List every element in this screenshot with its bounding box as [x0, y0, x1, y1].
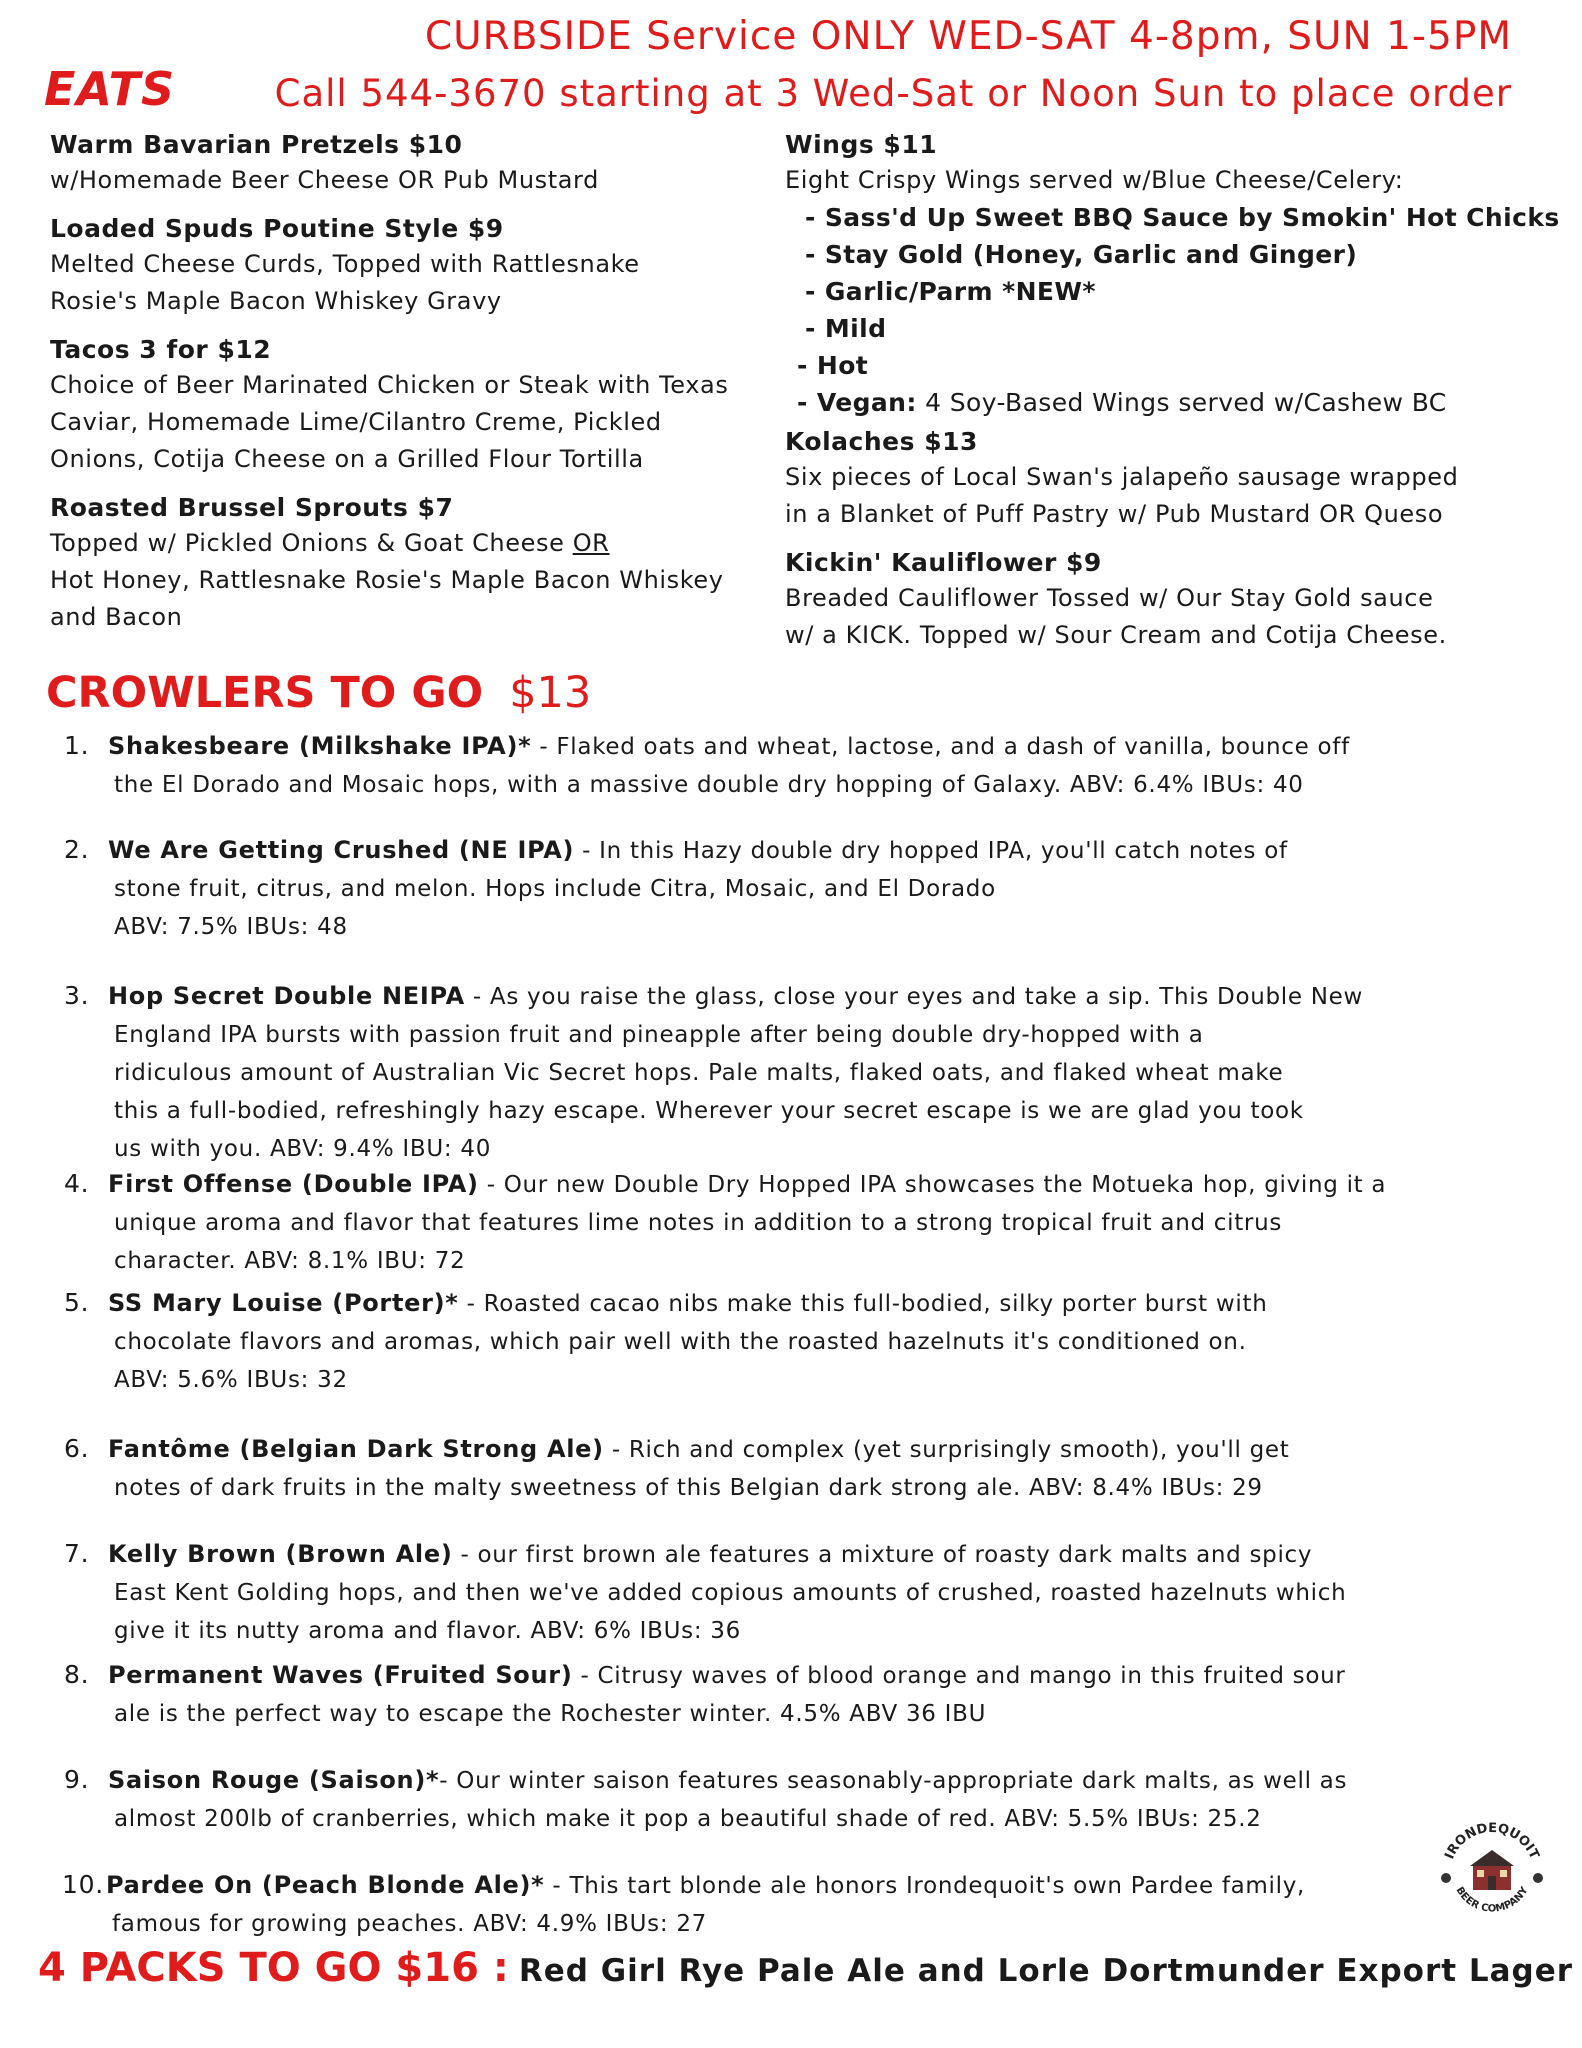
service-hours: CURBSIDE Service ONLY WED-SAT 4-8pm, SUN 1-5PM [424, 14, 1512, 59]
beer-desc: - Flaked oats and wheat, lactose, and a dash of vanilla, bounce off [531, 734, 1350, 760]
wing-sauce-option: - Hot [797, 351, 869, 380]
beer-desc-cont: notes of dark fruits in the malty sweetness of this Belgian dark strong ale. ABV: 8.4% IBUs: 29 [114, 1475, 1263, 1501]
beer-desc-cont: ale is the perfect way to escape the Rochester winter. 4.5% ABV 36 IBU [114, 1701, 987, 1727]
beer-number: 2. [64, 835, 90, 864]
beer-name: Permanent Waves (Fruited Sour) [108, 1661, 573, 1689]
beer-desc-cont: East Kent Golding hops, and then we've added copious amounts of crushed, roasted hazelnuts which give it its nutty aroma and flavor. ABV: 6% IBUs: 36 [114, 1580, 1347, 1644]
menu-item [785, 546, 1545, 654]
beer-item [64, 1535, 1524, 1650]
beer-item [64, 1165, 1524, 1280]
beer-desc-cont: stone fruit, citrus, and melon. Hops include Citra, Mosaic, and El Dorado ABV: 7.5% IBUs: 48 [114, 876, 996, 940]
crowlers-heading [46, 668, 591, 718]
logo-top-text: IRONDEQUOIT [1442, 1820, 1542, 1862]
beer-name: Hop Secret Double NEIPA [108, 982, 465, 1010]
eats-left-column [50, 128, 790, 649]
beer-number: 9. [64, 1765, 90, 1794]
beer-item [64, 727, 1524, 804]
wing-sauce-option: - Stay Gold (Honey, Garlic and Ginger) [805, 240, 1358, 269]
beer-desc: - Citrusy waves of blood orange and mango in this fruited sour [572, 1663, 1346, 1689]
beer-name: First Offense (Double IPA) [108, 1170, 479, 1198]
menu-item-title: Kolaches $13 [785, 427, 978, 456]
vegan-desc: 4 Soy-Based Wings served w/Cashew BC [916, 388, 1447, 417]
beer-item [64, 831, 1524, 946]
beer-desc: - our first brown ale features a mixture of roasty dark malts and spicy [452, 1542, 1313, 1568]
brewery-logo [1432, 1808, 1552, 1928]
four-packs-heading: 4 PACKS TO GO $16 : [38, 1945, 509, 1991]
wing-sauce-option: - Sass'd Up Sweet BBQ Sauce by Smokin' Hot Chicks [805, 203, 1560, 232]
beer-desc: - This tart blonde ale honors Irondequoit's own Pardee family, [544, 1873, 1306, 1899]
beer-number: 1. [64, 731, 90, 760]
beer-item [64, 1761, 1524, 1838]
beer-desc: - Our new Double Dry Hopped IPA showcases the Motueka hop, giving it a [478, 1172, 1387, 1198]
menu-item-title: Tacos 3 for $12 [50, 335, 272, 364]
beer-name: Pardee On (Peach Blonde Ale)* [106, 1871, 545, 1899]
beer-name: SS Mary Louise (Porter)* [108, 1289, 459, 1317]
beer-item [64, 1656, 1524, 1733]
desc-part: Hot Honey, Rattlesnake Rosie's Maple Bacon Whiskey and Bacon [50, 566, 724, 631]
beer-number: 5. [64, 1288, 90, 1317]
hop-icon [1441, 1873, 1451, 1883]
four-packs-list: Red Girl Rye Pale Ale and Lorle Dortmunder Export Lager [518, 1953, 1574, 1989]
hop-icon [1533, 1873, 1543, 1883]
beer-desc: - Our winter saison features seasonably-appropriate dark malts, as well as [439, 1768, 1348, 1794]
menu-item-desc: Breaded Cauliflower Tossed w/ Our Stay Gold sauce w/ a KICK. Topped w/ Sour Cream and Cotija Cheese. [785, 584, 1447, 649]
beer-desc: - Rich and complex (yet surprisingly smooth), you'll get [603, 1437, 1290, 1463]
menu-item [50, 128, 790, 199]
menu-item-title: Kickin' Kauliflower $9 [785, 548, 1102, 577]
beer-name: Saison Rouge (Saison)* [108, 1766, 440, 1794]
order-phone-note: Call 544-3670 starting at 3 Wed-Sat or Noon Sun to place order [274, 72, 1512, 115]
beer-name: We Are Getting Crushed (NE IPA) [108, 836, 575, 864]
beer-item [62, 1866, 1522, 1943]
menu-item-desc: Melted Cheese Curds, Topped with Rattlesnake Rosie's Maple Bacon Whiskey Gravy [50, 250, 640, 315]
beer-desc: - As you raise the glass, close your eyes and take a sip. This Double New [464, 984, 1364, 1010]
beer-number: 8. [64, 1660, 90, 1689]
beer-desc-cont: almost 200lb of cranberries, which make it pop a beautiful shade of red. ABV: 5.5% IBUs: 25.2 [114, 1806, 1262, 1832]
beer-number: 3. [64, 981, 90, 1010]
beer-desc: - In this Hazy double dry hopped IPA, you'll catch notes of [574, 838, 1288, 864]
logo-bottom-text: BEER COMPANY [1453, 1885, 1531, 1915]
beer-desc-cont: England IPA bursts with passion fruit and pineapple after being double dry-hopped with a ridiculous amount of Australian Vic Secret hops. Pale malts, flaked oats, and flaked wheat make this a full-bodied, refreshingly hazy escape. Wherever your secret escape is we are glad you took us with you. ABV: 9.4% IBU: 40 [114, 1022, 1304, 1162]
beer-number: 6. [64, 1434, 90, 1463]
eats-heading: EATS [44, 62, 176, 116]
menu-item-title: Wings $11 [785, 130, 938, 159]
beer-item [64, 977, 1524, 1168]
eats-right-column [785, 128, 1560, 667]
beer-desc-cont: unique aroma and flavor that features lime notes in addition to a strong tropical fruit and citrus character. ABV: 8.1% IBU: 72 [114, 1210, 1283, 1274]
beer-number: 10. [62, 1870, 104, 1899]
menu-item-desc: w/Homemade Beer Cheese OR Pub Mustard [50, 166, 599, 194]
desc-part: Topped w/ Pickled Onions & Goat Cheese [50, 529, 573, 557]
beer-name: Fantôme (Belgian Dark Strong Ale) [108, 1435, 604, 1463]
beer-desc-cont: chocolate flavors and aromas, which pair well with the roasted hazelnuts it's conditioned on. ABV: 5.6% IBUs: 32 [114, 1329, 1247, 1393]
menu-item [785, 425, 1545, 533]
crowlers-title: CROWLERS TO GO [46, 668, 484, 718]
menu-item-title: Roasted Brussel Sprouts $7 [50, 493, 454, 522]
beer-item [64, 1284, 1524, 1399]
desc-or: OR [572, 529, 610, 557]
beer-desc-cont: famous for growing peaches. ABV: 4.9% IBUs: 27 [112, 1911, 707, 1937]
crowlers-price: $13 [509, 668, 592, 718]
beer-number: 4. [64, 1169, 90, 1198]
menu-item-wings [785, 128, 1560, 421]
vegan-label: - Vegan: [797, 388, 917, 417]
four-packs-line [38, 1945, 1573, 1991]
menu-item-title: Loaded Spuds Poutine Style $9 [50, 214, 504, 243]
menu-item-desc [50, 525, 790, 636]
menu-item [50, 212, 790, 320]
beer-item [64, 1430, 1524, 1507]
beer-desc-cont: the El Dorado and Mosaic hops, with a massive double dry hopping of Galaxy. ABV: 6.4% IBUs: 40 [114, 772, 1304, 798]
menu-item-desc: Choice of Beer Marinated Chicken or Steak with Texas Caviar, Homemade Lime/Cilantro Creme, Pickled Onions, Cotija Cheese on a Grilled Flour Tortilla [50, 371, 729, 473]
menu-item-title: Warm Bavarian Pretzels $10 [50, 130, 463, 159]
beer-name: Kelly Brown (Brown Ale) [108, 1540, 453, 1568]
menu-item [50, 333, 790, 478]
wing-sauce-list [785, 199, 1560, 421]
menu-item [50, 491, 790, 636]
beer-name: Shakesbeare (Milkshake IPA)* [108, 732, 532, 760]
wing-sauce-option: - Mild [805, 314, 887, 343]
menu-item-desc: Six pieces of Local Swan's jalapeño sausage wrapped in a Blanket of Puff Pastry w/ Pub Mustard OR Queso [785, 463, 1459, 528]
menu-item-desc: Eight Crispy Wings served w/Blue Cheese/Celery: [785, 166, 1404, 194]
beer-number: 7. [64, 1539, 90, 1568]
wing-sauce-option: - Garlic/Parm *NEW* [805, 277, 1096, 306]
beer-desc: - Roasted cacao nibs make this full-bodied, silky porter burst with [458, 1291, 1268, 1317]
